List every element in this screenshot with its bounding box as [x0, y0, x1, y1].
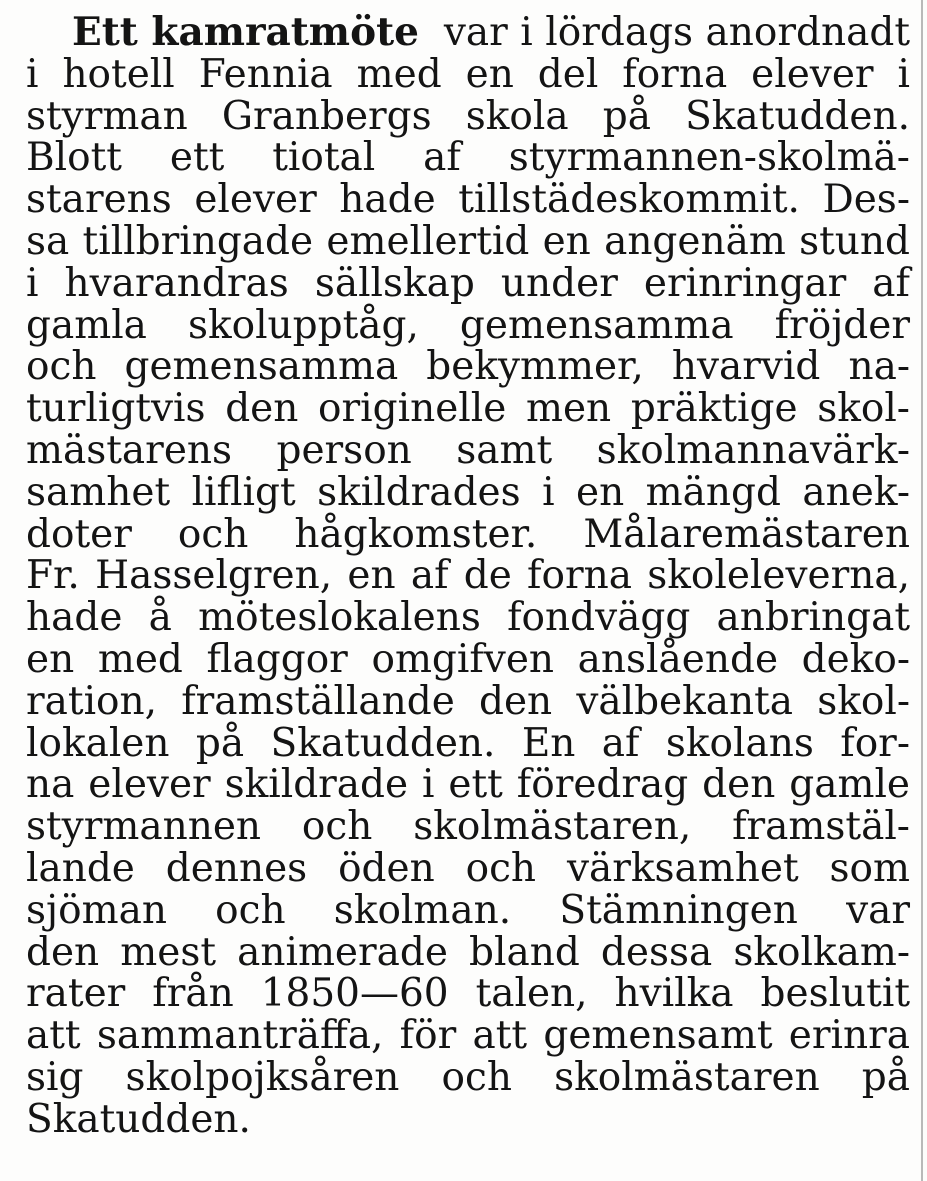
article-line: att sammanträffa, för att gemensamt erinra	[26, 1013, 910, 1059]
article-line: hade å möteslokalens fondvägg anbringat	[26, 595, 910, 641]
article-line: samhet lifligt skildrades i en mängd anek-	[26, 469, 910, 515]
article-line: styrman Granbergs skola på Skatudden.	[26, 93, 910, 139]
article-line: Fr. Hasselgren, en af de forna skoleleverna,	[26, 553, 910, 599]
article-line: turligtvis den originelle men präktige skol-	[26, 386, 910, 432]
article-text	[26, 9, 910, 1142]
article-line: ration, framställande den välbekanta skol-	[26, 678, 910, 724]
article-line: sjöman och skolman. Stämningen var	[26, 887, 910, 933]
article-line: sa tillbringade emellertid en angenäm stund	[26, 218, 910, 264]
article-line: sig skolpojksåren och skolmästaren på	[26, 1054, 910, 1100]
article-line: lokalen på Skatudden. En af skolans for-	[26, 720, 910, 766]
article-line: mästarens person samt skolmannavärk-	[26, 427, 910, 473]
article-line: Skatudden.	[26, 1096, 251, 1142]
article-line: den mest animerade bland dessa skolkam-	[26, 929, 910, 975]
article-line: i hvarandras sällskap under erinringar af	[26, 260, 910, 306]
article-line: starens elever hade tillstädeskommit. Des-	[26, 177, 910, 223]
article-line: Blott ett tiotal af styrmannen-skolmä-	[26, 135, 910, 181]
column-rule	[921, 0, 923, 1181]
article-line: styrmannen och skolmästaren, framstäl-	[26, 804, 910, 850]
article-line: en med flaggor omgifven anslående deko-	[26, 636, 910, 682]
article-line: na elever skildrade i ett föredrag den gamle	[26, 762, 910, 808]
article-line: doter och hågkomster. Målaremästaren	[26, 511, 910, 557]
article-line: rater från 1850—60 talen, hvilka beslutit	[26, 971, 910, 1017]
article-line	[26, 9, 910, 55]
article-headline: Ett kamratmöte	[72, 9, 419, 55]
article-line-text: var i lördags anordnadt	[443, 10, 910, 55]
article-line: lande dennes öden och värksamhet som	[26, 845, 910, 891]
article-line: gamla skolupptåg, gemensamma fröjder	[26, 302, 910, 348]
article-line: och gemensamma bekymmer, hvarvid na-	[26, 344, 910, 390]
article-line: i hotell Fennia med en del forna elever i	[26, 51, 910, 97]
